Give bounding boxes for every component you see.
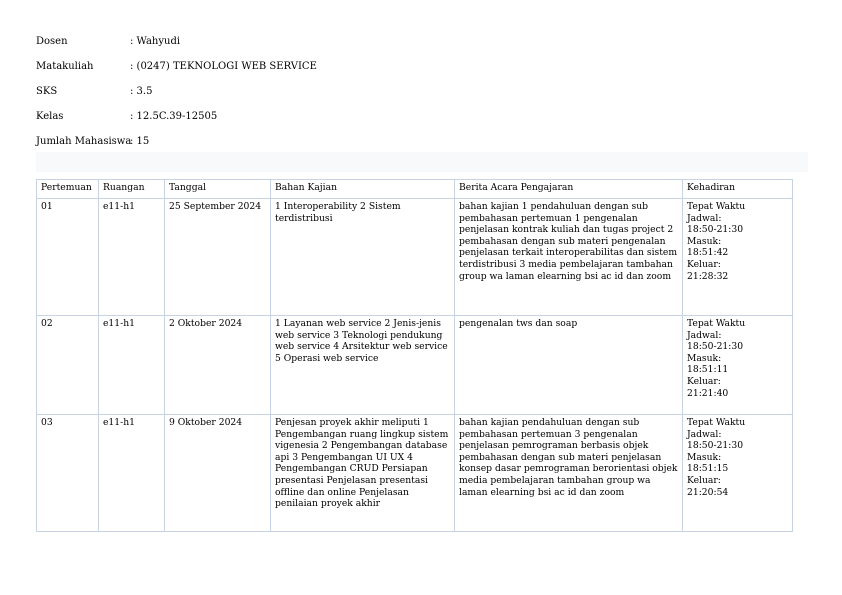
info-label: Matakuliah [36,61,94,72]
cell-ruangan: e11-h1 [99,415,165,532]
kehadiran-jadwal: 18:50-21:30 [687,224,744,236]
cell-tanggal: 9 Oktober 2024 [165,415,271,532]
kehadiran-masuk: 18:51:42 [687,247,729,259]
course-info [36,36,317,161]
kehadiran-masuk-label: Masuk: [687,451,722,463]
cell-bahan-kajian: 1 Interoperability 2 Sistem terdistribusi [271,199,455,316]
info-row-matakuliah [36,61,317,86]
cell-kehadiran [683,199,793,316]
kehadiran-masuk-label: Masuk: [687,235,722,247]
cell-berita-acara: bahan kajian 1 pendahuluan dengan sub pembahasan pertemuan 1 pengenalan penjelasan kontrak kuliah dan tugas project 2 pembahasan dengan sub materi pengenalan penjelasan terkait interoperabilitas dan sistem terdistribusi 3 media pembelajaran tambahan group wa laman elearning bsi ac id dan zoom [455,199,683,316]
info-value: : (0247) TEKNOLOGI WEB SERVICE [130,61,317,72]
info-row-sks [36,86,317,111]
header-berita-acara: Berita Acara Pengajaran [455,180,683,199]
info-value: : 15 [130,136,150,147]
header-pertemuan: Pertemuan [37,180,99,199]
kehadiran-jadwal-label: Jadwal: [687,428,722,440]
info-label: Jumlah Mahasiswa [36,136,132,147]
kehadiran-keluar: 21:20:54 [687,486,729,498]
kehadiran-masuk-label: Masuk: [687,352,722,364]
header-kehadiran: Kehadiran [683,180,793,199]
kehadiran-keluar-label: Keluar: [687,375,721,387]
info-row-dosen [36,36,317,61]
kehadiran-status: Tepat Waktu [687,201,746,212]
info-label: Dosen [36,36,68,47]
cell-tanggal: 2 Oktober 2024 [165,316,271,415]
separator-band [36,152,808,172]
kehadiran-jadwal-label: Jadwal: [687,212,722,224]
info-label: SKS [36,86,58,97]
info-label: Kelas [36,111,64,122]
table-row [37,316,793,415]
header-bahan-kajian: Bahan Kajian [271,180,455,199]
kehadiran-masuk: 18:51:15 [687,463,729,475]
kehadiran-jadwal: 18:50-21:30 [687,440,744,452]
kehadiran-keluar: 21:21:40 [687,387,729,399]
info-value: : 3.5 [130,86,153,97]
info-value: : 12.5C.39-12505 [130,111,218,122]
kehadiran-keluar-label: Keluar: [687,258,721,270]
info-value: : Wahyudi [130,36,181,47]
cell-pertemuan: 03 [37,415,99,532]
header-tanggal: Tanggal [165,180,271,199]
cell-tanggal: 25 September 2024 [165,199,271,316]
table-row [37,199,793,316]
kehadiran-jadwal: 18:50-21:30 [687,341,744,353]
cell-berita-acara: pengenalan tws dan soap [455,316,683,415]
cell-ruangan: e11-h1 [99,316,165,415]
kehadiran-masuk: 18:51:11 [687,364,729,376]
kehadiran-status: Tepat Waktu [687,417,746,428]
cell-kehadiran [683,316,793,415]
cell-ruangan: e11-h1 [99,199,165,316]
cell-bahan-kajian: Penjesan proyek akhir meliputi 1 Pengembangan ruang lingkup sistem vigenesia 2 Pengembangan database api 3 Pengembangan UI UX 4 Pengembangan CRUD Persiapan presentasi Penjelasan presentasi offline dan online Penjelasan penilaian proyek akhir [271,415,455,532]
cell-berita-acara: bahan kajian pendahuluan dengan sub pembahasan pertemuan 3 pengenalan penjelasan pemrograman berbasis objek pembahasan dengan sub materi penjelasan konsep dasar pemrograman berorientasi objek media pembelajaran tambahan group wa laman elearning bsi ac id dan zoom [455,415,683,532]
table-header-row [37,180,793,199]
info-row-kelas [36,111,317,136]
cell-pertemuan: 02 [37,316,99,415]
cell-pertemuan: 01 [37,199,99,316]
cell-kehadiran [683,415,793,532]
kehadiran-status: Tepat Waktu [687,318,746,329]
attendance-table [36,179,793,532]
cell-bahan-kajian: 1 Layanan web service 2 Jenis-jenis web service 3 Teknologi pendukung web service 4 Arsitektur web service 5 Operasi web service [271,316,455,415]
kehadiran-keluar: 21:28:32 [687,270,729,282]
kehadiran-keluar-label: Keluar: [687,474,721,486]
table-row [37,415,793,532]
kehadiran-jadwal-label: Jadwal: [687,329,722,341]
header-ruangan: Ruangan [99,180,165,199]
